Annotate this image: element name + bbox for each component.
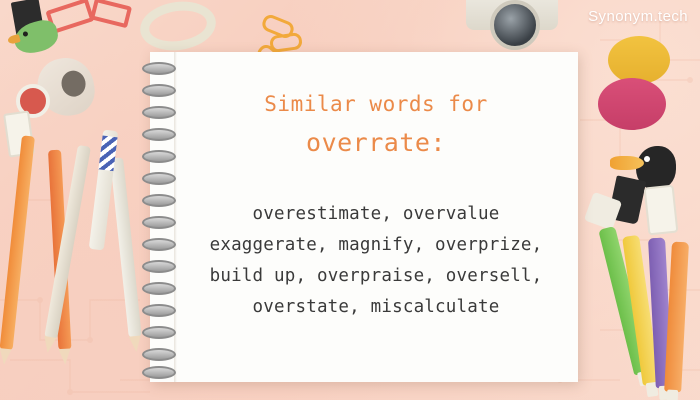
- paper-clip-red-icon: [90, 0, 132, 28]
- stone-dot-icon: [59, 69, 87, 99]
- macaron-pink-icon: [598, 78, 666, 130]
- synonym-list: [184, 199, 568, 324]
- spiral-ring: [142, 216, 176, 229]
- marker-orange-icon: [664, 242, 689, 393]
- spiral-ring: [142, 260, 176, 273]
- camera-icon: [466, 0, 558, 30]
- synonym-line: exaggerate, magnify, overprize,: [209, 235, 543, 256]
- spiral-ring: [142, 366, 176, 379]
- note-content: [184, 92, 568, 324]
- toucan-beak-icon: [610, 156, 644, 170]
- eraser-icon: [644, 185, 679, 236]
- bird-eye-icon: [22, 31, 28, 37]
- macaron-yellow-icon: [608, 36, 670, 84]
- spiral-ring: [142, 128, 176, 141]
- page-title: Similar words for: [264, 92, 488, 116]
- spiral-ring: [142, 84, 176, 97]
- pencil-icon: [110, 157, 142, 337]
- toucan-eye-icon: [644, 156, 650, 162]
- notebook-page: [150, 52, 578, 382]
- spiral-binding: [150, 52, 176, 382]
- spiral-ring: [142, 238, 176, 251]
- brand-watermark: Synonym.tech: [588, 8, 688, 25]
- synonym-line: overestimate, overvalue: [252, 204, 500, 224]
- pencil-icon: [0, 135, 35, 350]
- spiral-ring: [142, 348, 176, 361]
- spiral-ring: [142, 304, 176, 317]
- camera-lens-icon: [490, 0, 540, 50]
- spiral-ring: [142, 326, 176, 339]
- spiral-ring: [142, 282, 176, 295]
- spiral-ring: [142, 194, 176, 207]
- headword: overrate:: [306, 128, 446, 157]
- spiral-ring: [142, 150, 176, 163]
- spiral-ring: [142, 106, 176, 119]
- synonym-line: build up, overpraise, oversell,: [209, 266, 543, 287]
- synonym-line: overstate, miscalculate: [252, 297, 500, 318]
- spiral-ring: [142, 172, 176, 185]
- washi-tape-roll-icon: [137, 0, 219, 55]
- spiral-ring: [142, 62, 176, 75]
